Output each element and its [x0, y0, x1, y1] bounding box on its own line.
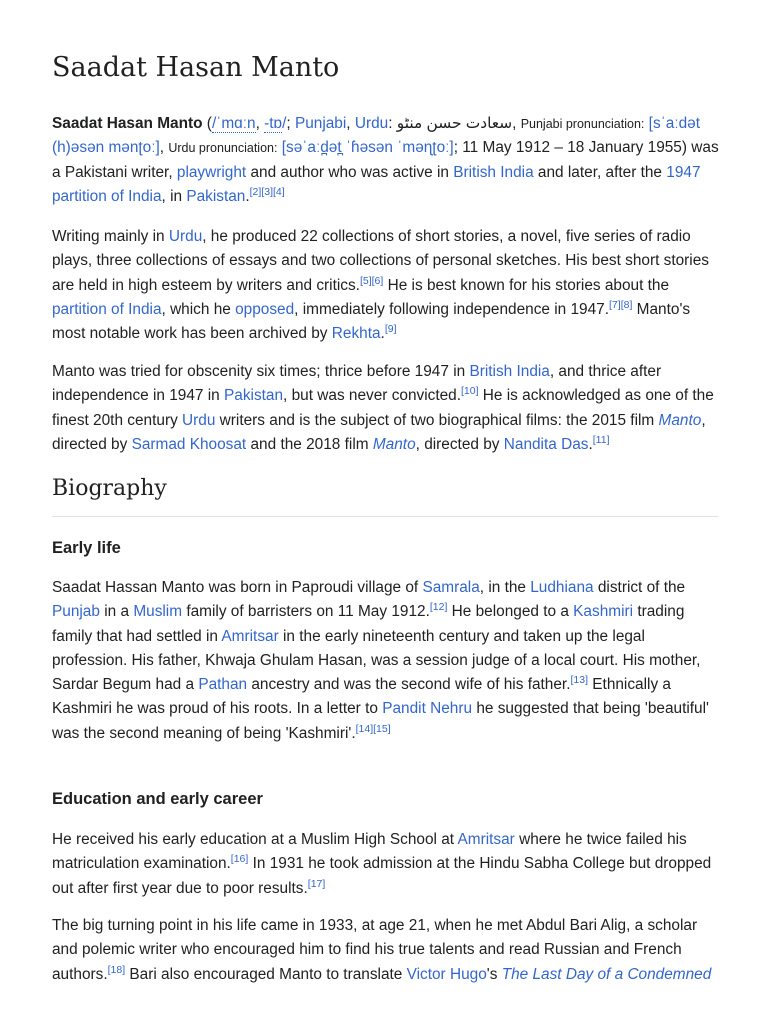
partition-of-india-link[interactable]: partition of India: [52, 300, 162, 318]
paragraph-text: The big turning point in his life came in 1933, at age 21, when he met Abdul Bari Alig, a scholar and polemic writer who encouraged him to find his true talents and read Russian and French authors.: [52, 917, 698, 983]
paragraph-text: in the early nineteenth century and taken up the legal profession. His father, Khwaja Ghulam Hasan, was a session judge of a local court. His mother, Sardar Begum had a: [52, 627, 701, 694]
punjabi-pronunciation-label: Punjabi pronunciation:: [520, 117, 645, 131]
paragraph-text: , he produced 22 collections of short stories, a novel, five series of radio plays, three collections of essays and two collections of personal sketches. His best short stories are held in high esteem by writers and critics.: [52, 228, 709, 294]
education-heading: Education and early career: [52, 790, 263, 808]
paragraph-text: .: [588, 435, 593, 453]
reference-link[interactable]: [13]: [570, 674, 588, 687]
paragraph-text: , which he: [161, 300, 236, 318]
playwright-link[interactable]: playwright: [176, 163, 247, 181]
reference-link[interactable]: [4]: [273, 185, 285, 198]
paragraph-text: trading family that had settled in: [52, 603, 685, 645]
paragraph-text: He belonged to a: [447, 603, 574, 621]
urdu-link[interactable]: Urdu: [168, 228, 203, 245]
reference-link[interactable]: [2]: [249, 185, 262, 198]
punjabi-ipa-link[interactable]: [sˈaːdət (h)əsən mənʈoː]: [52, 115, 700, 157]
intro-text: (: [202, 115, 212, 132]
reference-link[interactable]: [5]: [359, 274, 372, 287]
amritsar-link[interactable]: Amritsar: [221, 627, 279, 645]
last-day-condemned-link[interactable]: The Last Day of a Condemned: [501, 965, 712, 983]
urdu-script-name: : سعادت حسن منٹو,: [388, 115, 521, 132]
samrala-link[interactable]: Samrala: [422, 579, 480, 596]
paragraph-text: and the 2018 film: [246, 435, 373, 453]
paragraph-text: In 1931 he took admission at the Hindu Sabha College but dropped out after first year due to poor results.: [52, 855, 712, 897]
urdu-ipa-link[interactable]: [səˈaːd̪ət̪ ˈɦəsən ˈməɳʈoː]: [277, 139, 454, 157]
pandit-nehru-link[interactable]: Pandit Nehru: [382, 700, 473, 718]
intro-text: and later, after the: [533, 163, 667, 181]
paragraph-text: , directed by: [415, 435, 504, 453]
section-divider: [52, 516, 718, 517]
intro-text: ,: [159, 139, 169, 157]
education-paragraph-1: [52, 828, 720, 901]
reference-link[interactable]: [17]: [307, 877, 326, 890]
paragraph-text: he suggested that being 'beautiful' was the second meaning of being 'Kashmiri'.: [52, 700, 709, 742]
education-paragraph-2: [52, 914, 720, 987]
reference-link[interactable]: [12]: [429, 601, 448, 614]
intro-text: ;: [286, 115, 295, 132]
reference-link[interactable]: [10]: [461, 385, 479, 398]
early-life-paragraph: [52, 576, 720, 746]
rekhta-link[interactable]: Rekhta: [331, 325, 381, 343]
ipa-link-close[interactable]: /: [282, 115, 287, 132]
reference-link[interactable]: [18]: [107, 963, 126, 976]
ipa-link-b[interactable]: -tɒ: [264, 115, 283, 132]
intro-text: ,: [255, 115, 265, 132]
british-india-link[interactable]: British India: [453, 163, 534, 181]
paragraph-text: , but was never convicted.: [283, 387, 461, 405]
opposed-link[interactable]: opposed: [235, 300, 295, 318]
intro-text: , in: [161, 187, 187, 205]
reference-link[interactable]: [7]: [609, 298, 621, 311]
manto-2015-film-link[interactable]: Manto: [658, 411, 702, 429]
paragraph-text: Saadat Hassan Manto was born in Paproudi village of: [52, 579, 423, 596]
kashmiri-link[interactable]: Kashmiri: [573, 603, 634, 621]
reference-link[interactable]: [11]: [592, 433, 610, 446]
paragraph-text: district of the: [593, 579, 686, 596]
ipa-link-a[interactable]: /ˈmɑːn: [211, 115, 256, 132]
intro-text: ,: [346, 115, 355, 132]
reference-link[interactable]: [15]: [373, 722, 391, 735]
punjab-link[interactable]: Punjab: [52, 603, 100, 621]
paragraph-text: Writing mainly in: [52, 228, 169, 245]
paragraph-text: in a: [99, 603, 134, 621]
paragraph-text: family of barristers on 11 May 1912.: [182, 603, 430, 621]
reference-link[interactable]: [14]: [355, 722, 374, 735]
biography-heading: Biography: [52, 476, 167, 501]
paragraph-text: , directed by: [52, 411, 706, 453]
paragraph-text: Bari also encouraged Manto to translate: [125, 965, 407, 983]
early-life-heading: Early life: [52, 539, 121, 557]
pakistan-link[interactable]: Pakistan: [224, 387, 284, 405]
paragraph-text: .: [380, 325, 385, 343]
amritsar-link[interactable]: Amritsar: [457, 831, 515, 848]
urdu-link[interactable]: Urdu: [182, 411, 216, 429]
reference-link[interactable]: [6]: [371, 274, 384, 287]
ludhiana-link[interactable]: Ludhiana: [530, 579, 594, 596]
pathan-link[interactable]: Pathan: [198, 676, 248, 694]
paragraph-text: Ethnically a Kashmiri he was proud of his roots. In a letter to: [52, 676, 671, 718]
paragraph-text: where he twice failed his matriculation examination.: [52, 831, 687, 873]
reference-link[interactable]: [9]: [384, 323, 397, 336]
subject-name: Saadat Hasan Manto: [52, 115, 203, 132]
partition-1947-link[interactable]: 1947 partition of India: [52, 163, 701, 205]
paragraph-text: , and thrice after independence in 1947 in: [52, 363, 662, 405]
intro-text: ; 11 May 1912 – 18 January 1955) was a Pakistani writer,: [52, 139, 719, 181]
nandita-das-link[interactable]: Nandita Das: [503, 435, 589, 453]
paragraph-text: Manto was tried for obscenity six times; thrice before 1947 in: [52, 363, 470, 380]
paragraph-text: He is best known for his stories about the: [383, 276, 670, 294]
intro-text: .: [245, 187, 250, 205]
obscenity-paragraph: [52, 360, 720, 457]
british-india-link[interactable]: British India: [469, 363, 550, 380]
paragraph-text: 's: [486, 965, 502, 983]
page-title: Saadat Hasan Manto: [52, 52, 340, 83]
intro-text: and author who was active in: [246, 163, 454, 181]
muslim-link[interactable]: Muslim: [133, 603, 183, 621]
urdu-link[interactable]: Urdu: [354, 115, 389, 132]
paragraph-text: ancestry and was the second wife of his father.: [247, 676, 571, 694]
paragraph-text: writers and is the subject of two biographical films: the 2015 film: [215, 411, 659, 429]
manto-2018-film-link[interactable]: Manto: [372, 435, 416, 453]
reference-link[interactable]: [16]: [230, 853, 249, 866]
paragraph-text: He received his early education at a Muslim High School at: [52, 831, 458, 848]
paragraph-text: Manto's most notable work has been archived by: [52, 300, 691, 343]
reference-link[interactable]: [3]: [261, 185, 274, 198]
intro-paragraph: [52, 112, 720, 209]
paragraph-text: He is acknowledged as one of the finest 20th century: [52, 387, 714, 429]
paragraph-text: , immediately following independence in 1947.: [294, 300, 610, 318]
reference-link[interactable]: [8]: [620, 298, 633, 311]
victor-hugo-link[interactable]: Victor Hugo: [406, 965, 487, 983]
paragraph-text: , in the: [479, 579, 531, 596]
punjabi-link[interactable]: Punjabi: [294, 115, 347, 132]
urdu-pronunciation-label: Urdu pronunciation:: [168, 141, 278, 156]
pakistan-link[interactable]: Pakistan: [186, 187, 246, 205]
writing-paragraph: [52, 225, 720, 346]
sarmad-khoosat-link[interactable]: Sarmad Khoosat: [131, 435, 247, 453]
